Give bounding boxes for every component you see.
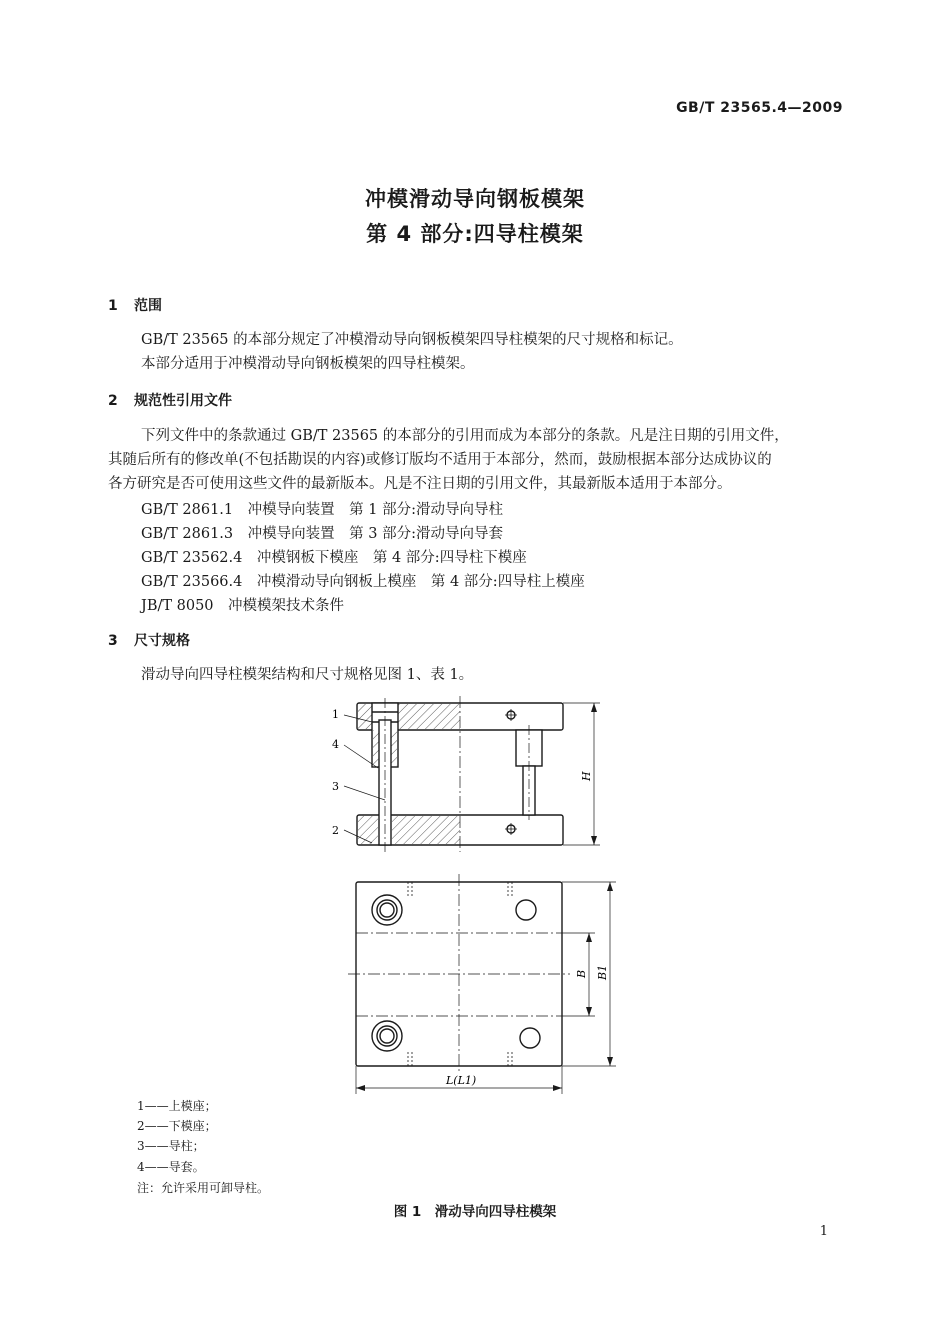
top-view	[348, 874, 616, 1094]
section-title: 规范性引用文件	[134, 393, 232, 409]
front-view	[344, 696, 600, 852]
reference-item: JB/T 8050 冲模模架技术条件	[141, 598, 345, 614]
callout-number: 4	[332, 738, 339, 751]
callout-number: 1	[332, 708, 339, 721]
section-number: 3	[108, 633, 118, 649]
callout-number: 2	[332, 824, 339, 837]
page-title-line1: 冲模滑动导向钢板模架	[365, 187, 585, 211]
dimension-label-h: H	[580, 771, 593, 781]
reference-item: GB/T 2861.1 冲模导向装置 第 1 部分:滑动导向导柱	[141, 502, 503, 518]
reference-item: GB/T 2861.3 冲模导向装置 第 3 部分:滑动导向导套	[141, 526, 503, 542]
section-number: 2	[108, 393, 118, 409]
figure-note: 注：允许采用可卸导柱。	[137, 1181, 270, 1195]
reference-item: GB/T 23566.4 冲模滑动导向钢板上模座 第 4 部分:四导柱上模座	[141, 574, 585, 590]
page-title-line2: 第 4 部分:四导柱模架	[366, 222, 584, 246]
section-title: 尺寸规格	[134, 633, 190, 649]
scope-paragraph-1: GB/T 23565 的本部分规定了冲模滑动导向钢板模架四导柱模架的尺寸规格和标记。	[141, 332, 683, 348]
section-title: 范围	[134, 298, 162, 314]
normative-line-3: 各方研究是否可使用这些文件的最新版本。凡是不注日期的引用文件，其最新版本适用于本部分。	[108, 476, 732, 492]
section-number: 1	[108, 298, 118, 314]
figure-key-item: 4——导套。	[137, 1160, 205, 1174]
scope-paragraph-2: 本部分适用于冲模滑动导向钢板模架的四导柱模架。	[141, 356, 475, 372]
standard-number: GB/T 23565.4—2009	[676, 100, 843, 116]
reference-item: GB/T 23562.4 冲模钢板下模座 第 4 部分:四导柱下模座	[141, 550, 527, 566]
figure-key-item: 1——上模座；	[137, 1099, 217, 1113]
normative-line-1: 下列文件中的条款通过 GB/T 23565 的本部分的引用而成为本部分的条款。凡是注日期的引用文件，	[141, 428, 789, 444]
dimension-label-b: B	[575, 969, 588, 978]
normative-line-2: 其随后所有的修改单(不包括勘误的内容)或修订版均不适用于本部分，然而，鼓励根据本部分达成协议的	[108, 452, 772, 468]
figure-key-item: 3——导柱；	[137, 1139, 205, 1153]
dimensions-paragraph: 滑动导向四导柱模架结构和尺寸规格见图 1、表 1。	[141, 667, 474, 683]
figure-key-item: 2——下模座；	[137, 1119, 217, 1133]
dimension-label-b1: B1	[596, 964, 609, 980]
page-number: 1	[819, 1224, 828, 1239]
dimension-label-l: L(L1)	[446, 1074, 477, 1087]
figure-caption: 图 1 滑动导向四导柱模架	[393, 1204, 557, 1220]
callout-number: 3	[332, 780, 339, 793]
